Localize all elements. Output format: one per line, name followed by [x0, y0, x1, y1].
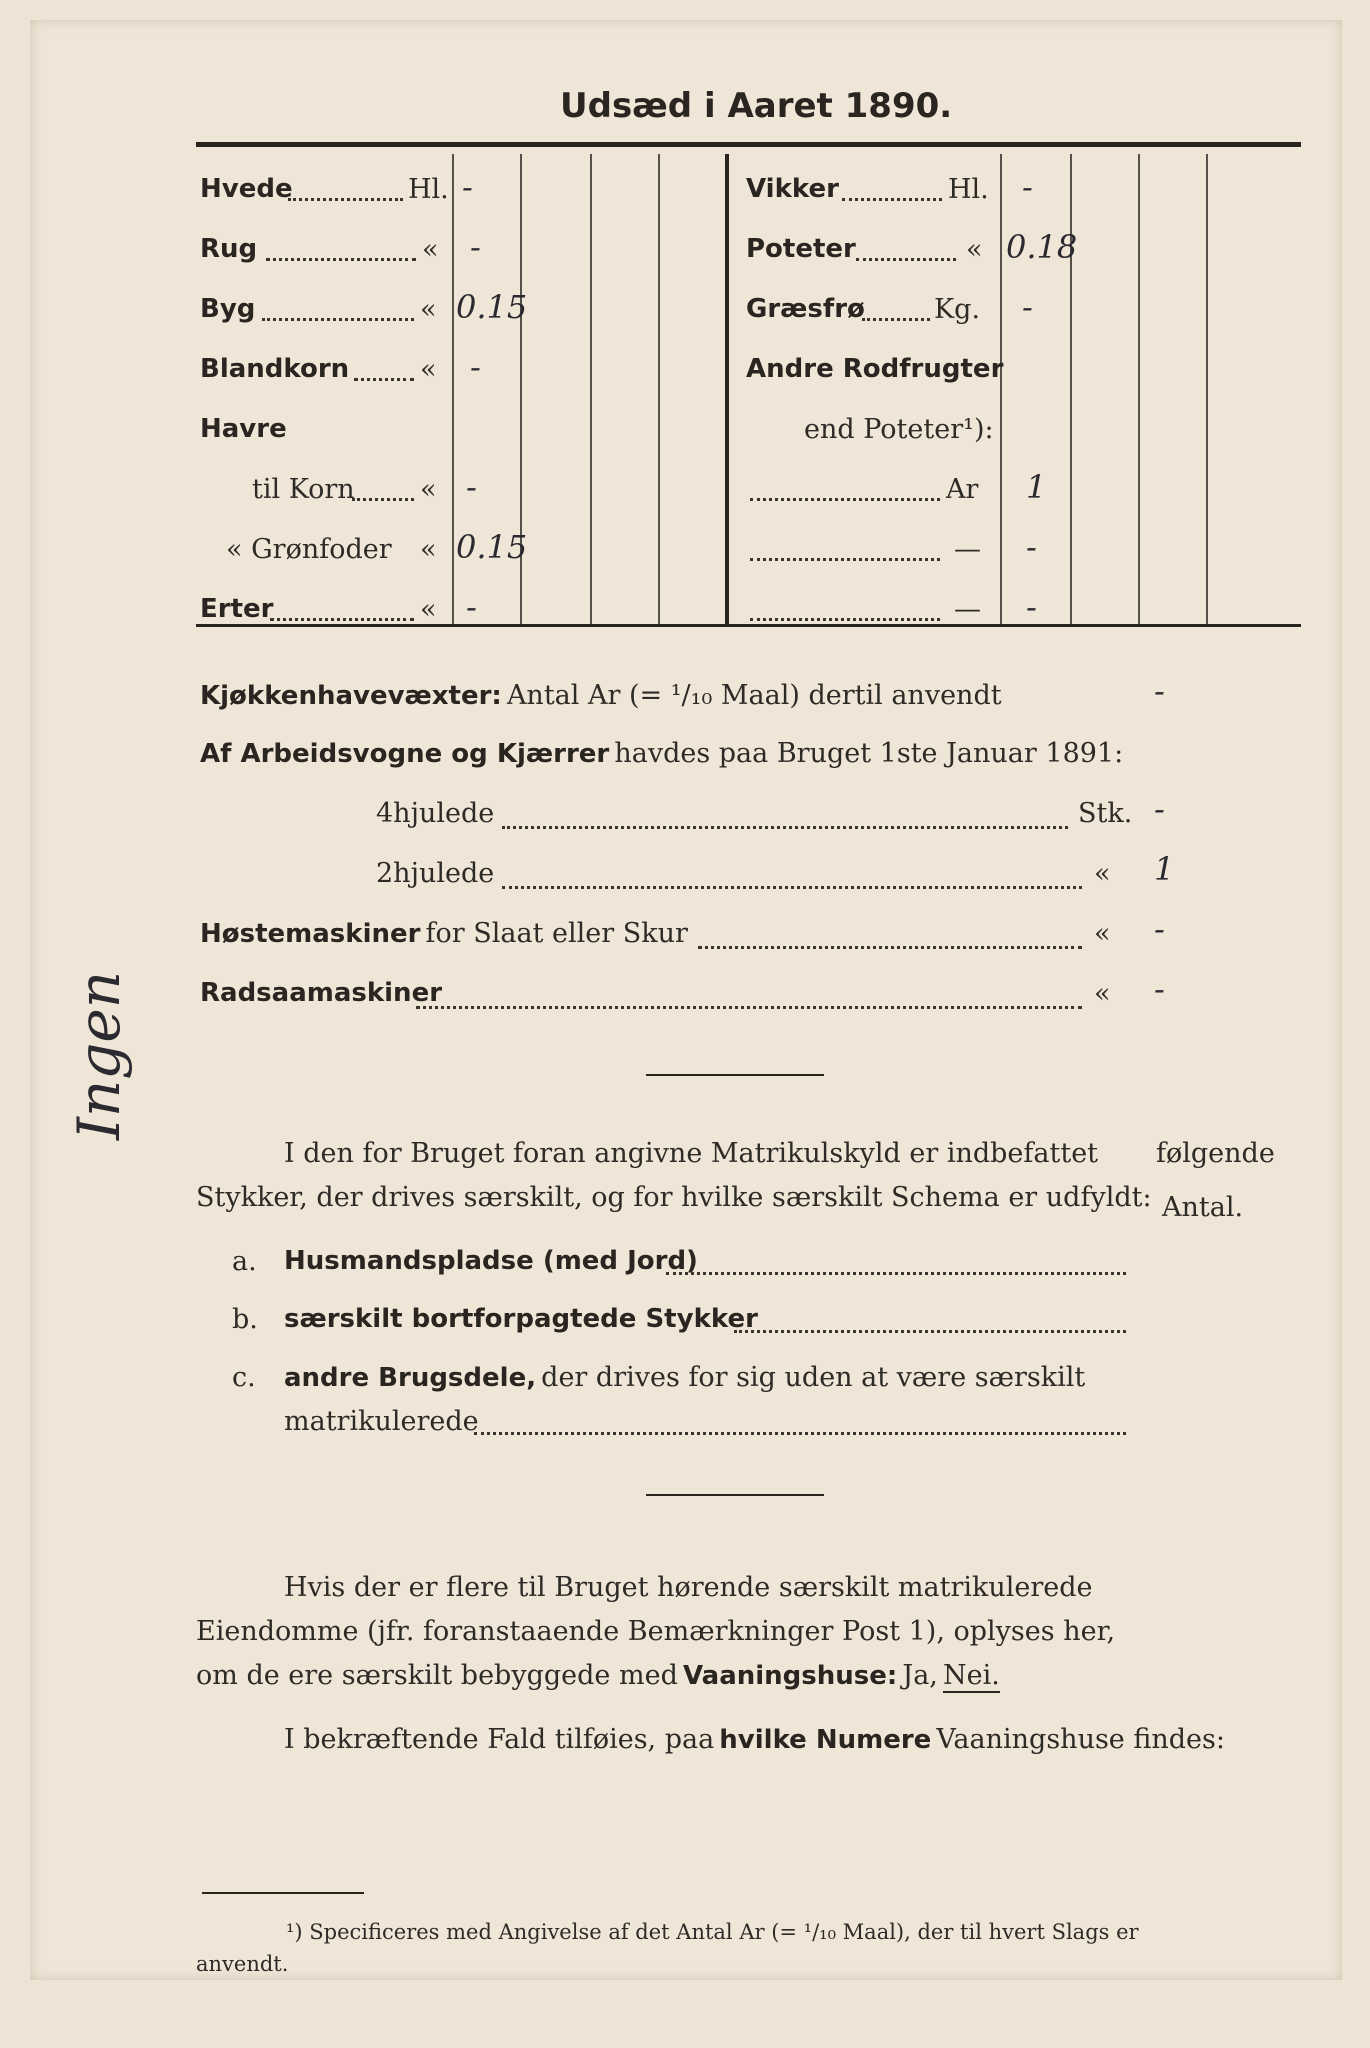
row-value: 1	[1026, 468, 1047, 506]
dot-leader	[502, 826, 1068, 829]
dwelling-numbers-question: I bekræftende Fald tilføies, paa	[284, 1724, 715, 1755]
dot-leader	[270, 618, 414, 621]
row-unit: Hl.	[408, 174, 449, 205]
row-unit: —	[954, 594, 981, 625]
row-label: til Korn	[252, 474, 355, 505]
dot-leader	[262, 318, 414, 321]
other-parts-text: der drives for sig uden at være særskilt	[541, 1362, 1086, 1393]
dwelling-text-line4	[284, 1724, 1225, 1755]
smallholdings-label: Husmandspladse (med Jord)	[284, 1246, 698, 1276]
seeders-unit: «	[1094, 978, 1111, 1009]
dwelling-text-line1: Hvis der er flere til Bruget hørende særskilt matrikulerede	[284, 1572, 1093, 1603]
row-label: « Grønfoder	[226, 534, 392, 565]
row-value: -	[470, 348, 481, 386]
signature-text: Ingen	[65, 970, 133, 1140]
row-unit: Ar	[946, 474, 979, 505]
row-label: Andre Rodfrugter	[746, 354, 1004, 384]
dot-leader	[502, 886, 1082, 889]
footnote-line1: ¹) Specificeres med Angivelse af det Antal Ar (= ¹/₁₀ Maal), der til hvert Slags er	[286, 1920, 1139, 1944]
answer-no: Nei.	[943, 1660, 1000, 1691]
footnote-rule	[202, 1892, 364, 1894]
dot-leader	[842, 198, 942, 201]
dot-leader	[266, 258, 416, 261]
col-divider	[1138, 154, 1140, 624]
row-label: Erter	[200, 594, 274, 624]
table-bottom-rule	[196, 624, 1301, 627]
kitchen-garden-value: -	[1154, 672, 1165, 710]
dot-leader	[698, 946, 1082, 949]
row-label: Rug	[200, 234, 258, 264]
dwelling-houses-label: Vaaningshuse:	[682, 1661, 898, 1691]
row-label: Byg	[200, 294, 256, 324]
row-value: -	[1022, 288, 1033, 326]
dot-leader	[734, 1330, 1126, 1333]
harvesters-unit: «	[1094, 918, 1111, 949]
col-divider	[658, 154, 660, 624]
parcels-intro-right: følgende	[1156, 1138, 1275, 1169]
row-label: Havre	[200, 414, 287, 444]
row-value: 0.18	[1006, 228, 1078, 266]
row-value: -	[1022, 168, 1033, 206]
col-divider	[1070, 154, 1072, 624]
dot-leader	[352, 498, 414, 501]
dwelling-question: om de ere særskilt bebyggede med	[196, 1660, 678, 1691]
other-parts-line	[284, 1362, 1085, 1393]
dot-leader	[862, 318, 930, 321]
row-label: Græsfrø	[746, 294, 865, 324]
seeders-value: -	[1154, 970, 1165, 1008]
four-wheel-label: 4hjulede	[376, 798, 495, 829]
row-unit: «	[420, 354, 437, 385]
wagons-line	[200, 738, 1123, 769]
row-value: -	[470, 228, 481, 266]
kitchen-garden-label: Kjøkkenhavevæxter:	[200, 681, 502, 711]
four-wheel-value: -	[1154, 790, 1165, 828]
harvesters-line	[200, 918, 688, 949]
row-unit: «	[420, 474, 437, 505]
row-label: Blandkorn	[200, 354, 350, 384]
table-center-divider	[725, 154, 729, 624]
parcels-intro-line1: I den for Bruget foran angivne Matrikulskyld er indbefattet	[284, 1138, 1099, 1169]
numbers-label: hvilke Numere	[719, 1725, 932, 1755]
row-value: -	[466, 588, 477, 626]
row-value: -	[466, 468, 477, 506]
row-label: Vikker	[746, 174, 839, 204]
kitchen-garden-line	[200, 680, 1002, 711]
dwelling-numbers-end: Vaaningshuse findes:	[936, 1724, 1225, 1755]
dwelling-text-line2: Eiendomme (jfr. foranstaaende Bemærkninger Post 1), oplyses her,	[196, 1616, 1116, 1647]
item-letter: a.	[232, 1246, 257, 1277]
kitchen-garden-text: Antal Ar (= ¹/₁₀ Maal) dertil anvendt	[506, 680, 1002, 711]
two-wheel-value: 1	[1154, 850, 1175, 888]
col-divider	[590, 154, 592, 624]
two-wheel-label: 2hjulede	[376, 858, 495, 889]
dot-leader	[288, 198, 403, 201]
other-parts-label: andre Brugsdele,	[284, 1363, 537, 1393]
answer-yes: Ja,	[902, 1660, 938, 1691]
row-value: -	[1026, 528, 1037, 566]
item-letter: b.	[232, 1304, 258, 1335]
dot-leader	[666, 1272, 1126, 1275]
parcels-intro-line2: Stykker, der drives særskilt, og for hvilke særskilt Schema er udfyldt:	[196, 1182, 1152, 1213]
col-divider	[452, 154, 454, 624]
count-column-label: Antal.	[1162, 1192, 1244, 1223]
row-unit: Hl.	[948, 174, 989, 205]
col-divider	[1000, 154, 1002, 624]
row-unit: «	[420, 294, 437, 325]
four-wheel-unit: Stk.	[1078, 798, 1133, 829]
row-unit: Kg.	[934, 294, 981, 325]
row-label: end Poteter¹):	[804, 414, 994, 445]
col-divider	[1206, 154, 1208, 624]
section-separator	[646, 1074, 824, 1076]
row-value: -	[462, 168, 473, 206]
row-value: 0.15	[456, 528, 528, 566]
row-label: Poteter	[746, 234, 856, 264]
dot-leader	[856, 258, 956, 261]
row-unit: «	[422, 234, 439, 265]
row-unit: «	[420, 534, 437, 565]
harvesters-label: Høstemaskiner	[200, 919, 421, 949]
section-separator	[646, 1494, 824, 1496]
dot-leader	[354, 378, 414, 381]
item-letter: c.	[232, 1362, 256, 1393]
leased-parcels-label: særskilt bortforpagtede Stykker	[284, 1304, 758, 1334]
two-wheel-unit: «	[1094, 858, 1111, 889]
dot-leader	[750, 618, 940, 621]
dot-leader	[750, 498, 940, 501]
row-value: 0.15	[456, 288, 528, 326]
dot-leader	[474, 1432, 1126, 1435]
wagons-label: Af Arbeidsvogne og Kjærrer	[200, 739, 610, 769]
census-form-page	[30, 20, 1342, 1980]
dot-leader	[750, 558, 940, 561]
title-rule	[196, 142, 1301, 147]
harvesters-value: -	[1154, 910, 1165, 948]
dwelling-text-line3	[196, 1660, 1000, 1691]
row-unit: «	[420, 594, 437, 625]
other-parts-text2: matrikulerede	[284, 1406, 479, 1437]
row-label: Hvede	[200, 174, 293, 204]
harvesters-text: for Slaat eller Skur	[425, 918, 688, 949]
form-title: Udsæd i Aaret 1890.	[560, 86, 953, 126]
row-unit: «	[966, 234, 983, 265]
footnote-line2: anvendt.	[196, 1952, 289, 1976]
dot-leader	[416, 1006, 1082, 1009]
row-unit: —	[954, 534, 981, 565]
seeders-label: Radsaamaskiner	[200, 978, 443, 1008]
wagons-text: havdes paa Bruget 1ste Januar 1891:	[614, 738, 1124, 769]
row-value: -	[1026, 588, 1037, 626]
